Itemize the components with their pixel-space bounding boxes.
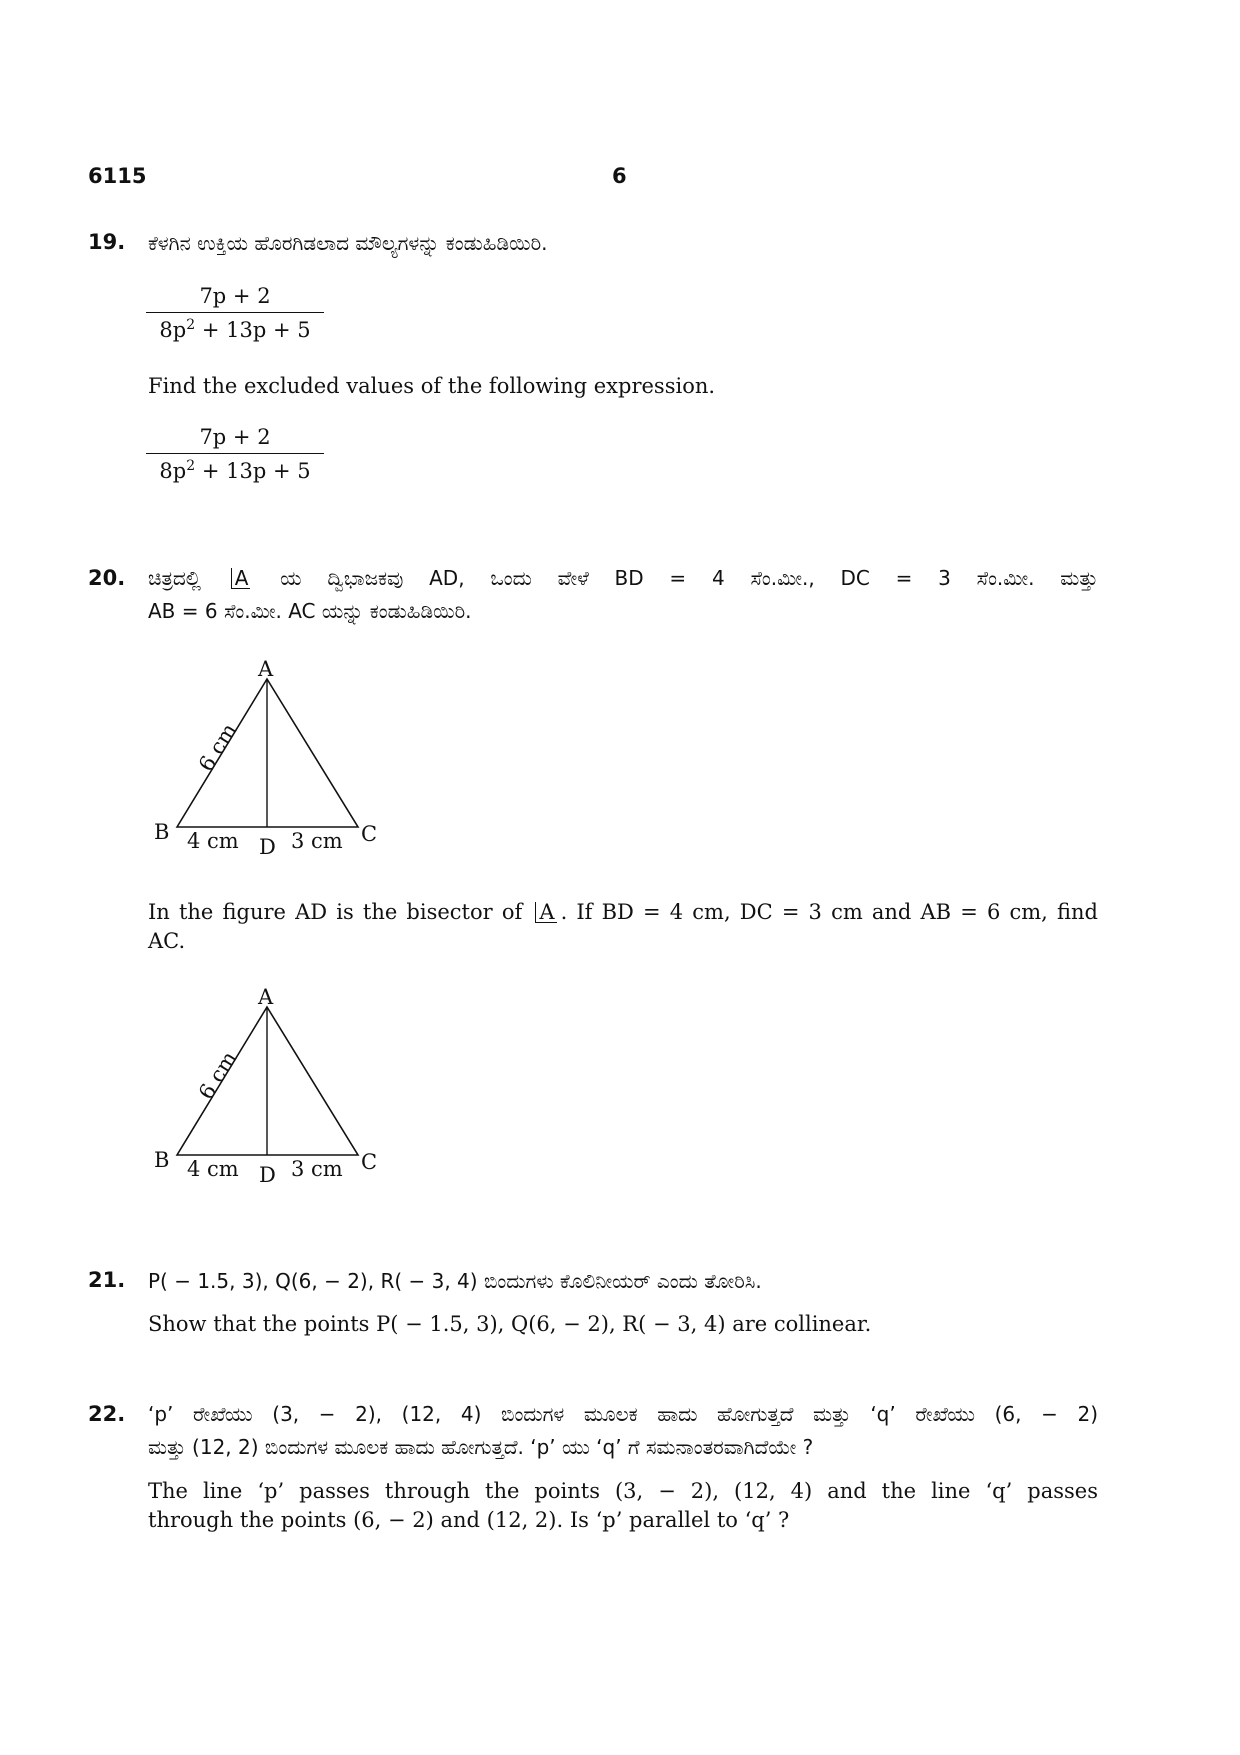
question-21-number: 21. — [88, 1268, 126, 1292]
question-22-english-line1: The line ‘p’ passes through the points (3, − 2), (12, 4) and the line ‘q’ passes — [148, 1479, 1098, 1503]
triangle-figure-kannada — [150, 655, 390, 865]
fraction-numerator: 7p + 2 — [199, 425, 271, 449]
question-22-kannada-line1: ‘p’ ರೇಖೆಯು (3, − 2), (12, 4) ಬಿಂದುಗಳ ಮೂಲಕ ಹಾದು ಹೋಗುತ್ತದೆ ಮತ್ತು ‘q’ ರೇಖೆಯು (6, − 2) — [148, 1402, 1098, 1426]
question-20-kannada-line2: AB = 6 ಸೆಂ.ಮೀ. AC ಯನ್ನು ಕಂಡುಹಿಡಿಯಿರಿ. — [148, 599, 472, 623]
side-bd-label: 4 cm — [187, 829, 239, 853]
question-19-english: Find the excluded values of the following expression. — [148, 374, 716, 398]
question-21-english: Show that the points P( − 1.5, 3), Q(6, − 2), R( − 3, 4) are collinear. — [148, 1312, 872, 1336]
question-19-fraction-english — [150, 425, 320, 483]
question-19-fraction-kannada — [150, 284, 320, 342]
foot-d-label: D — [259, 835, 276, 859]
triangle-figure-english — [150, 983, 390, 1193]
vertex-a-label: A — [258, 985, 274, 1009]
question-19-kannada: ಕೆಳಗಿನ ಉಕ್ತಿಯ ಹೊರಗಿಡಲಾದ ಮೌಲ್ಯಗಳನ್ನು ಕಂಡುಹಿಡಿಯಿರಿ. — [148, 231, 548, 255]
foot-d-label: D — [259, 1163, 276, 1187]
vertex-a-label: A — [258, 657, 274, 681]
question-20-number: 20. — [88, 566, 126, 590]
side-dc-label: 3 cm — [291, 829, 343, 853]
side-ab-label: 6 cm — [193, 719, 242, 776]
vertex-c-label: C — [361, 822, 378, 846]
fraction-denominator: $8p^2 + 13p + 5$ — [159, 458, 311, 483]
question-20-kannada-line1: ಚಿತ್ರದಲ್ಲಿ A ಯ ದ್ವಿಭಾಜಕವು AD, ಒಂದು ವೇಳೆ BD = 4 ಸೆಂ.ಮೀ., DC = 3 ಸೆಂ.ಮೀ. ಮತ್ತು — [148, 566, 1098, 590]
vertex-b-label: B — [154, 1148, 170, 1172]
question-22-english-line2: through the points (6, − 2) and (12, 2). Is ‘p’ parallel to ‘q’ ? — [148, 1508, 790, 1532]
question-22-number: 22. — [88, 1402, 126, 1426]
angle-symbol: A — [231, 568, 251, 589]
fraction-denominator: $8p^2 + 13p + 5$ — [159, 317, 311, 342]
side-bd-label: 4 cm — [187, 1157, 239, 1181]
side-dc-label: 3 cm — [291, 1157, 343, 1181]
question-22-kannada-line2: ಮತ್ತು (12, 2) ಬಿಂದುಗಳ ಮೂಲಕ ಹಾದು ಹೋಗುತ್ತದೆ. ‘p’ ಯು ‘q’ ಗೆ ಸಮನಾಂತರವಾಗಿದೆಯೇ ? — [148, 1435, 814, 1459]
vertex-c-label: C — [361, 1150, 378, 1174]
question-19-number: 19. — [88, 230, 126, 254]
side-ab-label: 6 cm — [193, 1047, 242, 1104]
fraction-numerator: 7p + 2 — [199, 284, 271, 308]
vertex-b-label: B — [154, 820, 170, 844]
question-21-kannada: P( − 1.5, 3), Q(6, − 2), R( − 3, 4) ಬಿಂದುಗಳು ಕೊಲಿನೀಯರ್ ಎಂದು ತೋರಿಸಿ. — [148, 1269, 762, 1293]
question-20-english-line1: In the figure AD is the bisector of A . If BD = 4 cm, DC = 3 cm and AB = 6 cm, find — [148, 900, 1098, 924]
angle-symbol: A — [535, 902, 556, 923]
paper-code: 6115 — [88, 164, 147, 188]
page-number: 6 — [612, 164, 627, 188]
question-20-english-line2: AC. — [148, 929, 186, 953]
